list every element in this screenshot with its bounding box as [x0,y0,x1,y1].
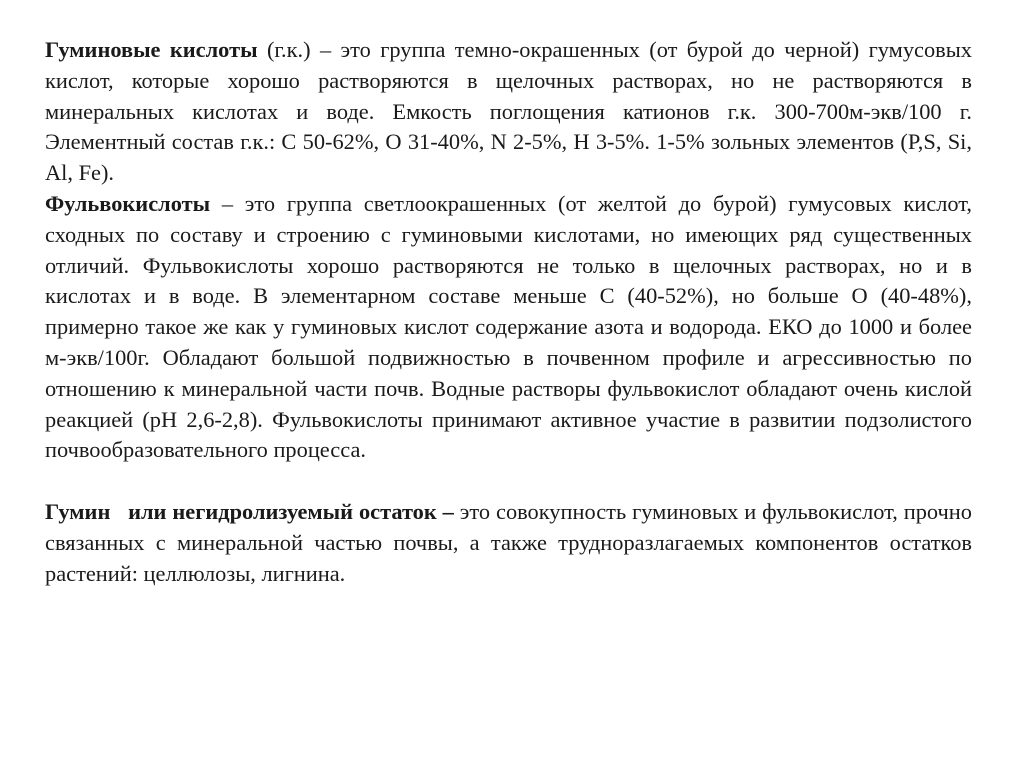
paragraph-fulvic-acids [45,189,972,466]
paragraph-humic-acids [45,35,972,189]
definition-humin: это совокупность гуминовых и фульвокислот, прочно связанных с минеральной частью почвы, а также трудноразлагаемых компонентов остатков растений: целлюлозы, лигнина. [45,498,972,586]
term-humic-acids: Гуминовые кислоты [45,37,258,62]
paragraph-humin [45,497,972,589]
term-fulvic-acids: Фульвокислоты [45,190,211,216]
definition-humic-acids: (г.к.) – это группа темно-окрашенных (от бурой до черной) гумусовых кислот, которые хорошо растворяются в щелочных растворах, но не растворяются в минеральных кислотах и воде. Емкость поглощения катионов г.к. 300-700м-экв/100 г. Элементный состав г.к.: С 50-62%, О 31-40%, N 2-5%, Н 3-5%. 1-5% зольных элементов (P,S, Si, Al, Fe). [45,37,972,186]
text-block [45,35,972,589]
term-humin: Гумин или негидролизуемый остаток – [45,498,454,524]
definition-fulvic-acids: – это группа светлоокрашенных (от желтой до бурой) гумусовых кислот, сходных по составу и строению с гуминовыми кислотами, но имеющих ряд существенных отличий. Фульвокислоты хорошо растворяются не только в щелочных растворах, но и в кислотах и в воде. В элементарном составе меньше С (40-52%), но больше О (40-48%), примерно такое же как у гуминовых кислот содержание азота и водорода. ЕКО до 1000 и более м-экв/100г. Обладают большой подвижностью в почвенном профиле и агрессивностью по отношению к минеральной части почв. Водные растворы фульвокислот обладают очень кислой реакцией (рН 2,6-2,8). Фульвокислоты принимают активное участие в развитии подзолистого почвообразовательного процесса. [45,190,972,463]
